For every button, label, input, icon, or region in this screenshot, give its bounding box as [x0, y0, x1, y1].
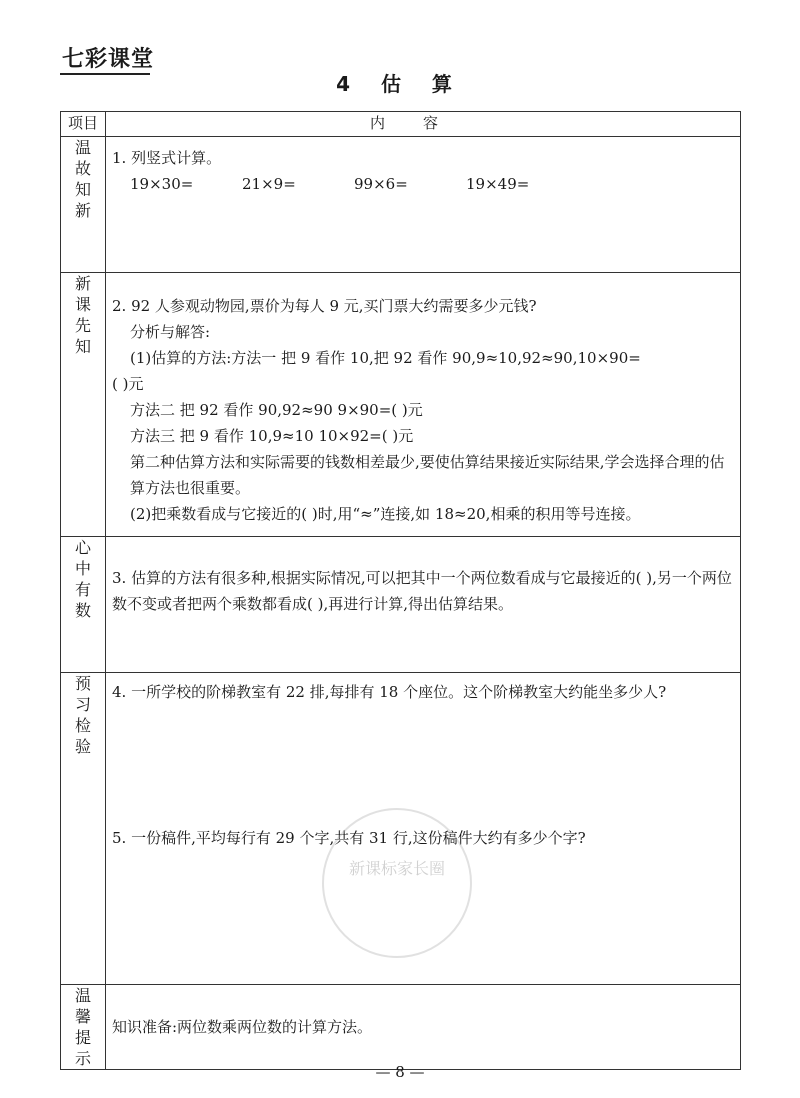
section-label: 预习检验	[61, 673, 106, 985]
calc-item: 99×6=	[354, 175, 408, 193]
stamp-text: 新课标家长圈	[348, 859, 445, 878]
section-content	[106, 985, 741, 1070]
calc-row	[112, 171, 734, 197]
section-content	[106, 537, 741, 673]
section-label: 心中有数	[61, 537, 106, 673]
worksheet-table	[60, 111, 741, 1070]
question-2: 2. 92 人参观动物园,票价为每人 9 元,买门票大约需要多少元钱?	[112, 297, 537, 315]
section-row	[61, 673, 741, 985]
tip-text: 知识准备:两位数乘两位数的计算方法。	[112, 1018, 373, 1036]
page-number: — 8 —	[375, 1063, 425, 1081]
method-1-answer: ( )元	[112, 375, 144, 393]
method-2: 方法二 把 92 看作 90,92≈90 9×90=( )元	[130, 401, 423, 419]
section-row	[61, 537, 741, 673]
table-header-row	[61, 112, 741, 137]
section-row	[61, 137, 741, 273]
header-content: 内容	[106, 112, 741, 137]
calc-item: 19×30=	[130, 175, 194, 193]
calc-item: 19×49=	[466, 175, 530, 193]
section-row	[61, 273, 741, 537]
section-row	[61, 985, 741, 1070]
conclusion-text: 第二种估算方法和实际需要的钱数相差最少,要使估算结果接近实际结果,学会选择合理的估算方法也很重要。	[130, 453, 725, 497]
section-content	[106, 273, 741, 537]
logo-text: 七彩课堂	[62, 47, 155, 72]
section-label: 温馨提示	[61, 985, 106, 1070]
analysis-heading: 分析与解答:	[130, 323, 211, 341]
approx-rule: (2)把乘数看成与它接近的( )时,用“≈”连接,如 18≈20,相乘的积用等号连接。	[130, 505, 641, 523]
page-title: 4 估 算	[336, 72, 464, 96]
method-3: 方法三 把 9 看作 10,9≈10 10×92=( )元	[130, 427, 414, 445]
calc-item: 21×9=	[242, 175, 296, 193]
section-content	[106, 137, 741, 273]
section-content	[106, 673, 741, 985]
section-label: 温故知新	[61, 137, 106, 273]
header-item: 项目	[61, 112, 106, 137]
section-label: 新课先知	[61, 273, 106, 537]
question-4: 4. 一所学校的阶梯教室有 22 排,每排有 18 个座位。这个阶梯教室大约能坐多少人?	[112, 683, 667, 701]
question-5: 5. 一份稿件,平均每行有 29 个字,共有 31 行,这份稿件大约有多少个字?	[112, 829, 586, 847]
question-3: 3. 估算的方法有很多种,根据实际情况,可以把其中一个两位数看成与它最接近的( ),另一个两位数不变或者把两个乘数都看成( ),再进行计算,得出估算结果。	[112, 569, 732, 613]
question-1: 1. 列竖式计算。	[112, 149, 222, 167]
method-1: (1)估算的方法:方法一 把 9 看作 10,把 92 看作 90,9≈10,92≈90,10×90=	[130, 349, 641, 367]
